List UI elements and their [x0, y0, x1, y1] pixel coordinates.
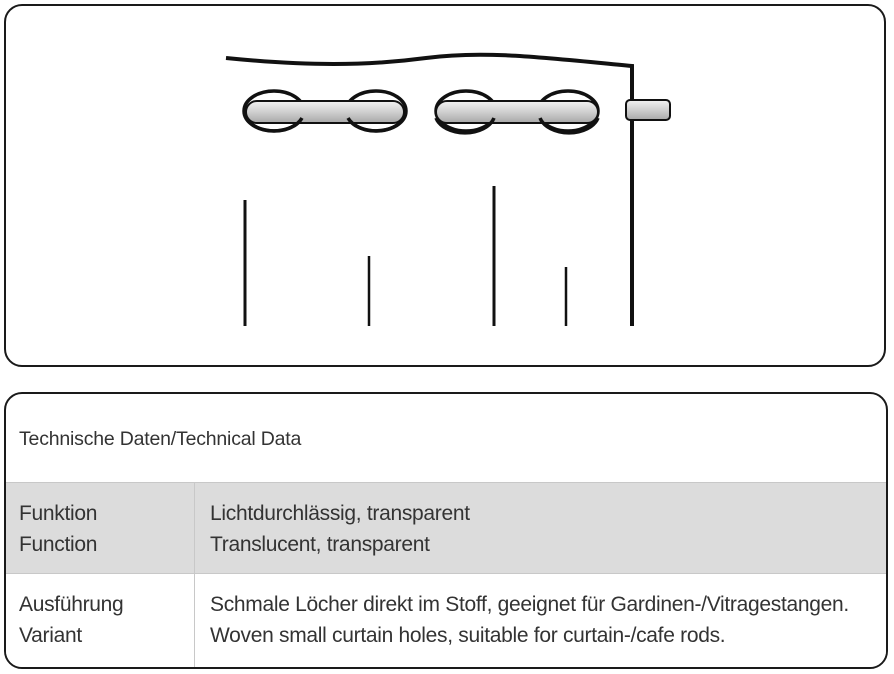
technical-data-title: Technische Daten/Technical Data: [19, 428, 302, 450]
label-en: Variant: [19, 624, 82, 647]
value-en: Translucent, transparent: [210, 533, 430, 556]
label-de: Funktion: [19, 502, 98, 525]
technical-data-table: [4, 392, 888, 669]
row-value: [195, 574, 886, 667]
value-en: Woven small curtain holes, suitable for curtain-/cafe rods.: [210, 624, 726, 647]
table-row-function: [6, 482, 886, 573]
row-label: [6, 574, 195, 667]
rod-segment: [436, 101, 598, 123]
rod-segment: [246, 101, 404, 123]
row-label: [6, 483, 195, 573]
label-en: Function: [19, 533, 98, 556]
curtain-eyelet-rod-icon: [6, 6, 886, 367]
table-row-variant: [6, 573, 886, 667]
row-value: [195, 483, 886, 573]
value-de: Lichtdurchlässig, transparent: [210, 502, 470, 525]
label-de: Ausführung: [19, 593, 124, 616]
rod-end: [626, 100, 670, 120]
curtain-illustration-panel: [4, 4, 886, 367]
value-de: Schmale Löcher direkt im Stoff, geeignet für Gardinen-/Vitragestangen.: [210, 593, 849, 616]
